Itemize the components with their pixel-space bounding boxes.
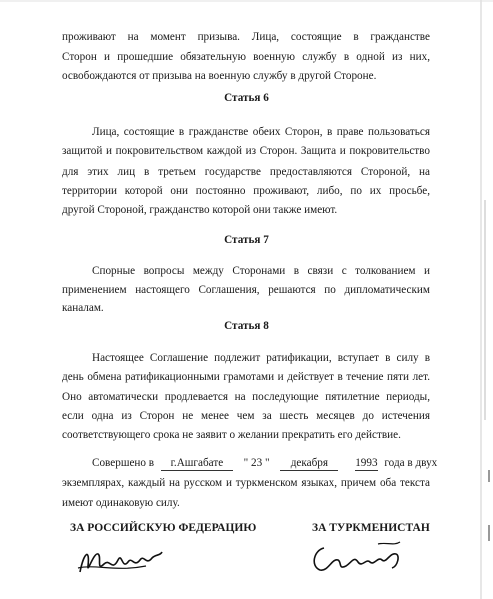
done-day: " 23 " <box>243 457 270 469</box>
body-line: применением настоящего Соглашения, решаются по дипломатическим <box>62 284 430 296</box>
body-line: для этих лиц в третьем государстве предоставляются Стороной, на <box>62 166 430 178</box>
done-place: г.Ашгабате <box>161 456 233 471</box>
signature-russia <box>76 542 166 578</box>
body-line: Спорные вопросы между Сторонами в связи с толкованием и <box>92 265 430 277</box>
scan-edge-artifacts <box>433 0 493 599</box>
body-line: день обмена ратификационными грамотами и действует в течение пяти лет. <box>62 371 430 383</box>
body-line: Лица, состоящие в гражданстве обеих Сторон, в праве пользоваться <box>92 126 430 138</box>
body-line: соответствующего срока не заявит о желании прекратить его действие. <box>62 429 401 441</box>
body-line: Сторон и прошедшие обязательную военную службу в одной из них, <box>62 51 430 63</box>
body-line: территории которой они постоянно проживают, либо, по их просьбе, <box>62 185 430 197</box>
body-line: другой Стороной, гражданство которой они также имеют. <box>62 204 338 216</box>
body-line: проживают на момент призыва. Лица, состоящие в гражданстве <box>62 31 430 43</box>
body-line: имеют одинаковую силу. <box>62 497 180 509</box>
done-suffix: года в двух <box>384 457 438 469</box>
scan-top-edge <box>0 0 493 8</box>
article-7-title: Статья 7 <box>224 234 269 246</box>
body-line: защитой и покровительством каждой из Сторон. Защита и покровительство <box>62 145 430 157</box>
body-line: каналам. <box>62 302 104 314</box>
done-month: декабря <box>280 456 338 471</box>
done-at-line <box>92 456 437 471</box>
body-line: экземплярах, каждый на русском и туркменском языках, причем оба текста <box>62 477 430 489</box>
signature-label-turkmenistan: ЗА ТУРКМЕНИСТАН <box>312 522 430 534</box>
body-line: освобождаются от призыва на военную службу в другой Стороне. <box>62 70 377 82</box>
article-6-title: Статья 6 <box>224 92 269 104</box>
signature-turkmenistan <box>308 538 408 576</box>
article-8-title: Статья 8 <box>224 320 269 332</box>
body-line: Оно автоматически продлевается на последующие пятилетние периоды, <box>62 391 430 403</box>
body-line: Настоящее Соглашение подлежит ратификации, вступает в силу в <box>92 352 430 364</box>
done-prefix: Совершено в <box>92 457 155 469</box>
body-line: если одна из Сторон не менее чем за шесть месяцев до истечения <box>62 410 430 422</box>
signature-label-russia: ЗА РОССИЙСКУЮ ФЕДЕРАЦИЮ <box>70 522 257 534</box>
done-year: 1993 <box>355 457 378 469</box>
